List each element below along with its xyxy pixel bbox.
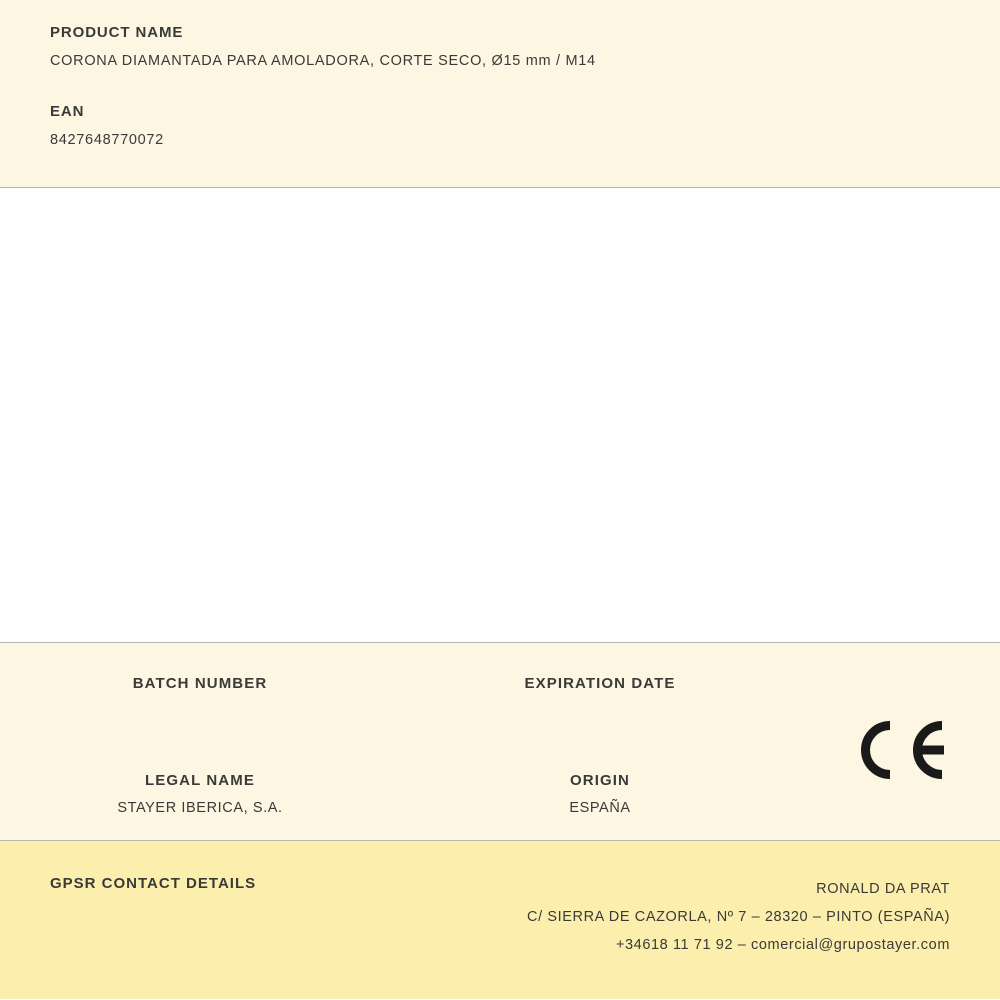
ean-value: 8427648770072 — [50, 132, 164, 148]
expiration-date-cell — [400, 675, 800, 710]
blank-content-area — [0, 188, 1000, 643]
expiration-date-value — [400, 692, 800, 710]
batch-info-block — [0, 643, 1000, 841]
product-name-value: CORONA DIAMANTADA PARA AMOLADORA, CORTE SECO, Ø15 mm / M14 — [50, 53, 596, 69]
spacer — [0, 710, 1000, 772]
gpsr-contact-person: RONALD DA PRAT — [816, 881, 950, 897]
ce-mark-icon — [852, 715, 948, 785]
batch-expiration-row — [0, 643, 800, 710]
product-info-block — [0, 0, 1000, 188]
gpsr-contact-label: GPSR CONTACT DETAILS — [50, 875, 257, 892]
batch-number-value — [0, 692, 400, 710]
batch-number-label: BATCH NUMBER — [132, 675, 268, 692]
origin-label: ORIGIN — [570, 772, 630, 789]
gpsr-contact-block — [0, 841, 1000, 999]
product-name-label: PRODUCT NAME — [50, 24, 184, 41]
legal-origin-row — [0, 772, 800, 816]
origin-value: ESPAÑA — [569, 800, 631, 816]
gpsr-contact-address: C/ SIERRA DE CAZORLA, Nº 7 – 28320 – PINTO (ESPAÑA) — [527, 909, 950, 925]
ean-label: EAN — [50, 103, 85, 120]
legal-name-cell — [0, 772, 400, 816]
gpsr-contact-phone-email: +34618 11 71 92 – comercial@grupostayer.com — [615, 937, 950, 953]
legal-name-value: STAYER IBERICA, S.A. — [117, 800, 283, 816]
expiration-date-label: EXPIRATION DATE — [524, 675, 676, 692]
spacer — [50, 69, 950, 103]
batch-number-cell — [0, 675, 400, 710]
origin-cell — [400, 772, 800, 816]
legal-name-label: LEGAL NAME — [145, 772, 255, 789]
